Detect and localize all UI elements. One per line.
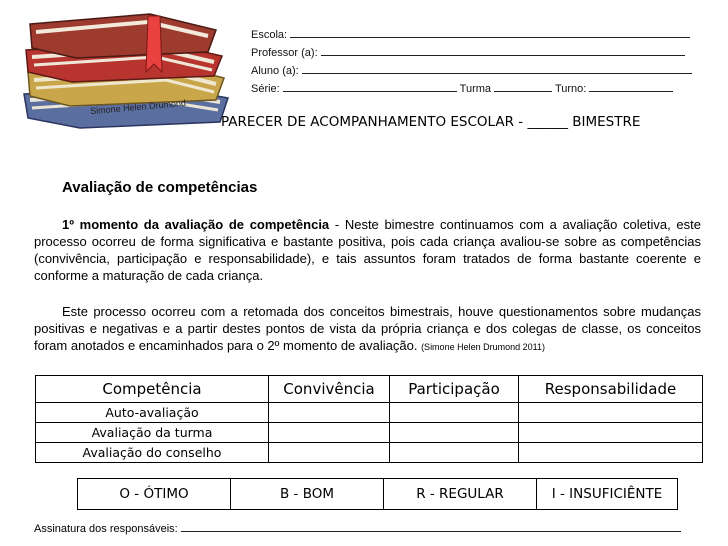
- cell-participacao[interactable]: [390, 443, 519, 463]
- competency-header-row: [36, 376, 703, 403]
- escola-label: Escola:: [251, 29, 288, 41]
- paragraph-2-citation: (Simone Helen Drumond 2011): [421, 342, 545, 352]
- paragraph-2-text: Este processo ocorreu com a retomada dos conceitos bimestrais, houve questionamentos sobre mudanças positivas e negativas e a partir destes pontos de vista da própria criança e dos colegas de classe, os conceitos foram anotados e encaminhados para o 2º momento de avaliação.: [34, 304, 701, 353]
- serie-line[interactable]: [283, 80, 457, 92]
- table-row: [36, 403, 703, 423]
- header-responsabilidade: Responsabilidade: [519, 376, 703, 403]
- row-label-avaliacao-turma: Avaliação da turma: [36, 423, 269, 443]
- turma-label: Turma: [459, 83, 492, 95]
- professor-label: Professor (a):: [251, 47, 318, 59]
- cell-responsabilidade[interactable]: [519, 403, 703, 423]
- signature-field: [34, 520, 681, 535]
- paragraph-2: [34, 303, 701, 356]
- legend-regular: R - REGULAR: [384, 479, 537, 510]
- turma-line[interactable]: [494, 80, 552, 92]
- cell-responsabilidade[interactable]: [519, 443, 703, 463]
- legend-insuficiente: I - INSUFICIÊNTE: [537, 479, 678, 510]
- signature-label: Assinatura dos responsáveis:: [34, 523, 178, 535]
- cell-convivencia[interactable]: [269, 443, 390, 463]
- serie-field: [251, 80, 673, 95]
- escola-field: [251, 26, 690, 41]
- competency-table: [35, 375, 703, 463]
- aluno-label: Aluno (a):: [251, 65, 299, 77]
- table-row: [36, 423, 703, 443]
- cell-participacao[interactable]: [390, 423, 519, 443]
- cell-responsabilidade[interactable]: [519, 423, 703, 443]
- escola-line[interactable]: [290, 26, 690, 38]
- turno-line[interactable]: [589, 80, 673, 92]
- row-label-auto-avaliacao: Auto-avaliação: [36, 403, 269, 423]
- legend-otimo: O - ÓTIMO: [78, 479, 231, 510]
- paragraph-1-bold: 1º momento da avaliação de competência: [62, 217, 330, 232]
- table-row: [36, 443, 703, 463]
- section-title: Avaliação de competências: [62, 179, 258, 196]
- cell-participacao[interactable]: [390, 403, 519, 423]
- header-convivencia: Convivência: [269, 376, 390, 403]
- professor-line[interactable]: [321, 44, 685, 56]
- paragraph-1-text: - Neste bimestre continuamos com a avaliação coletiva, este processo ocorreu de forma significativa e bastante positiva, pois cada criança avaliou-se sobre as competências (convivência, participação e responsabilidade), e tais assuntos foram tratados de forma bastante coerente e conforme a maturação de cada criança.: [34, 217, 701, 283]
- aluno-line[interactable]: [302, 62, 692, 74]
- row-label-avaliacao-conselho: Avaliação do conselho: [36, 443, 269, 463]
- cell-convivencia[interactable]: [269, 423, 390, 443]
- legend-table: [77, 478, 678, 510]
- logo-signature: Simone Helen Drumond: [89, 97, 187, 117]
- header-participacao: Participação: [390, 376, 519, 403]
- aluno-field: [251, 62, 692, 77]
- parecer-title: PARECER DE ACOMPANHAMENTO ESCOLAR - ______ BIMESTRE: [221, 114, 641, 130]
- paragraph-1: [34, 216, 701, 284]
- serie-label: Série:: [251, 83, 280, 95]
- turno-label: Turno:: [554, 83, 587, 95]
- legend-bom: B - BOM: [231, 479, 384, 510]
- legend-row: [78, 479, 678, 510]
- cell-convivencia[interactable]: [269, 403, 390, 423]
- signature-line[interactable]: [181, 520, 681, 532]
- professor-field: [251, 44, 685, 59]
- header-competencia: Competência: [36, 376, 269, 403]
